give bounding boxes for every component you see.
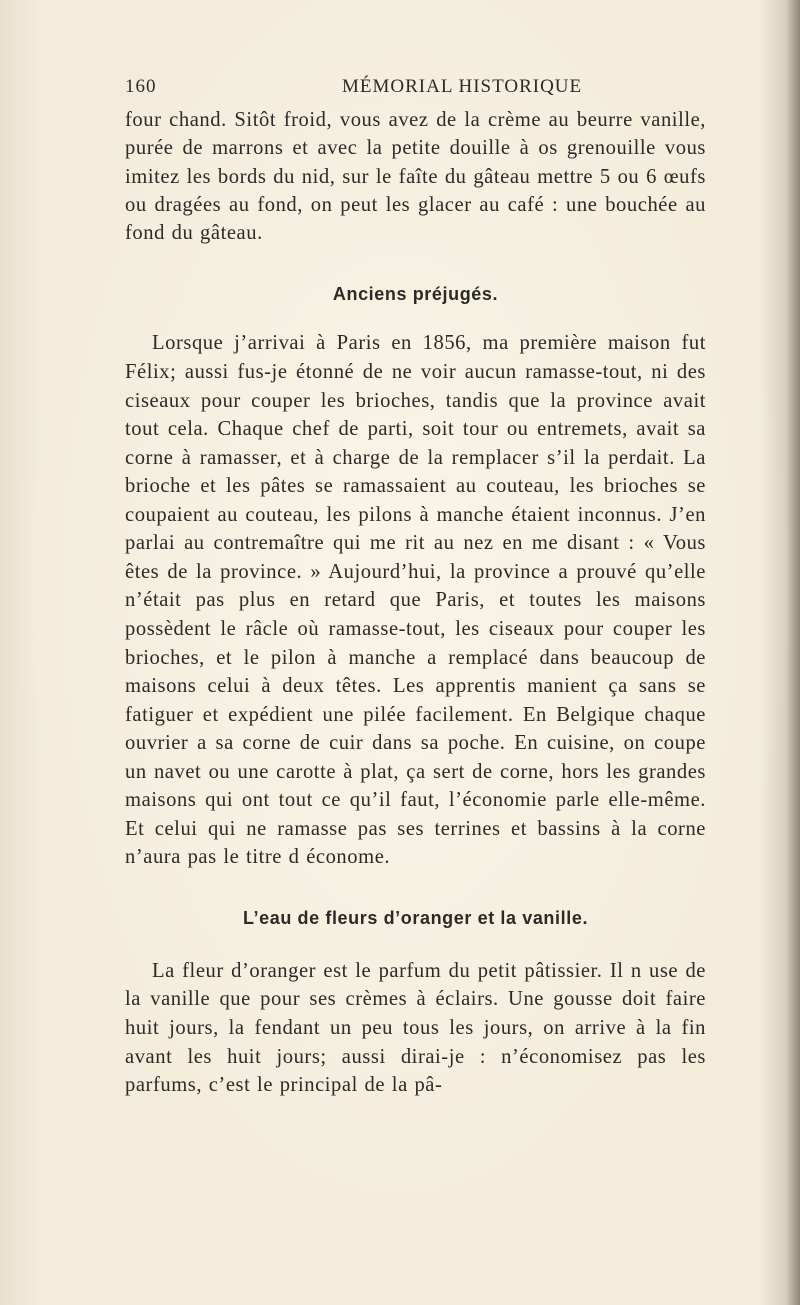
body-text bbox=[125, 106, 706, 1100]
paragraph-continuation: four chand. Sitôt froid, vous avez de la crème au beurre vanille, purée de marrons et avec la petite douille à os grenouille vous imitez les bords du nid, sur le faîte du gâteau mettre 5 ou 6 œufs ou dragées au fond, on peut les glacer au café : une bouchée au fond du gâteau. bbox=[125, 109, 706, 245]
running-header bbox=[125, 76, 705, 102]
paragraph-anciens-prejuges: Lorsque j’arrivai à Paris en 1856, ma première maison fut Félix; aussi fus-je étonné de ne voir aucun ramasse-tout, ni des ciseaux pour couper les brioches, tandis que la province avait tout cela. Chaque chef de parti, soit tour ou entremets, avait sa corne à ramasser, et à charge de la remplacer s’il la perdait. La brioche et les pâtes se ramassaient au couteau, les brioches se coupaient au couteau, les pilons à manche étaient inconnus. J’en parlai au contremaître qui me rit au nez en me disant : « Vous êtes de la province. » Aujourd’hui, la province a prouvé qu’elle n’était pas plus en retard que Paris, et toutes les maisons possèdent le râcle où ramasse-tout, les ciseaux pour couper les brioches, et le pilon à manche a remplacé dans beaucoup de maisons celui à deux têtes. Les apprentis manient ça sans se fatiguer et expédient une pilée facilement. En Belgique chaque ouvrier a sa corne de cuir dans sa poche. En cuisine, on coupe un navet ou une carotte à plat, ça sert de corne, hors les grandes maisons qui ont tout ce qu’il faut, l’économie parle elle-même. Et celui qui ne ramasse pas ses terrines et bassins à la corne n’aura pas le titre d économe. bbox=[125, 332, 706, 869]
page-edge-shadow bbox=[786, 0, 800, 1305]
page-number: 160 bbox=[125, 76, 157, 97]
section-heading-anciens-prejuges: Anciens préjugés. bbox=[332, 284, 499, 305]
section-heading-eau-fleurs-oranger: L’eau de fleurs d’oranger et la vanille. bbox=[242, 907, 589, 928]
paragraph-fleur-oranger: La fleur d’oranger est le parfum du petit pâtissier. Il n use de la vanille que pour ses crèmes à éclairs. Une gousse doit faire huit jours, la fendant un peu tous les jours, on arrive à la fin avant les huit jours; aussi dirai-je : n’économisez pas les parfums, c’est le principal de la pâ- bbox=[125, 959, 706, 1097]
running-title: MÉMORIAL HISTORIQUE bbox=[342, 76, 583, 97]
